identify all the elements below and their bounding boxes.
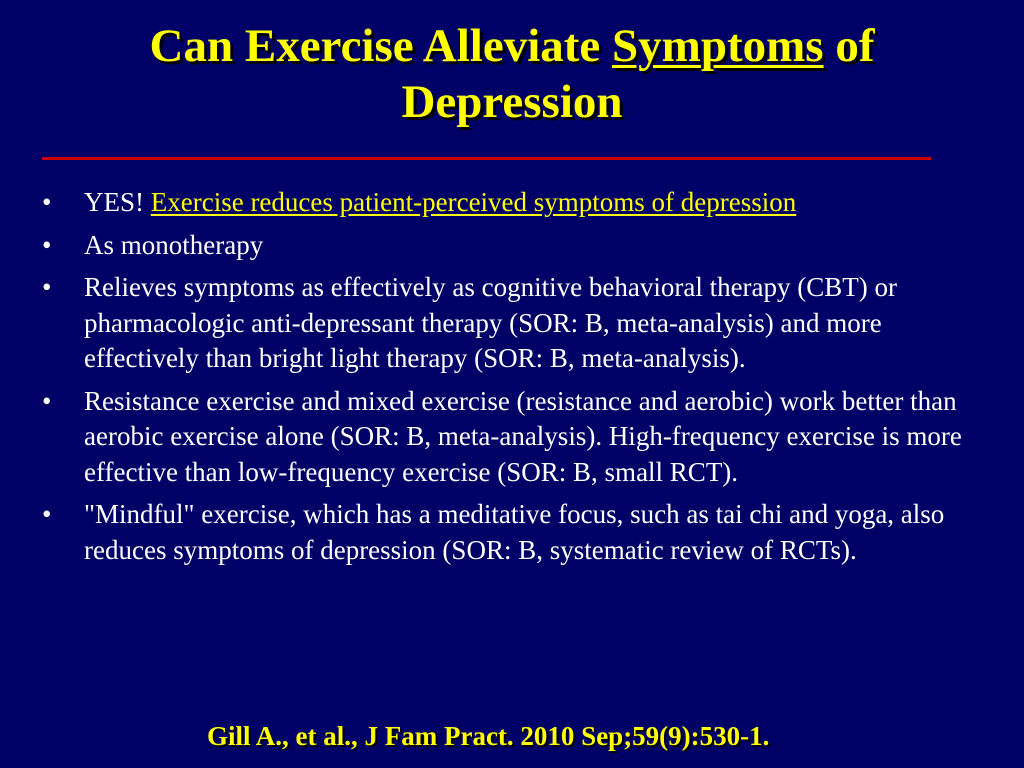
bullet-prefix: YES! [84,187,151,217]
bullet-text: As monotherapy [84,229,264,260]
bullet-item [40,228,1000,264]
bullet-item [40,497,1000,568]
bullet-text: Resistance exercise and mixed exercise (resistance and aerobic) work better than aerobic exercise alone (SOR: B, meta-analysis). High-frequency exercise is more effective than low-frequency exercise (SOR: B, small RCT). [84,385,962,487]
title-text-part1: Can Exercise Alleviate [149,20,613,72]
title-divider [42,157,931,160]
bullet-text: "Mindful" exercise, which has a meditative focus, such as tai chi and yoga, also reduces symptoms of depression (SOR: B, systematic review of RCTs). [84,499,945,565]
bullet-list [40,185,1000,575]
bullet-item [40,384,1000,491]
bullet-marker: • [42,272,52,302]
title-text-part2: of [823,20,875,72]
bullet-marker: • [42,385,52,416]
bullet-text: Relieves symptoms as effectively as cognitive behavioral therapy (CBT) or pharmacologic anti-depressant therapy (SOR: B, meta-analysis) and more effectively than bright light therapy (SOR: B, meta-analysis). [84,272,898,373]
slide-title [20,18,1004,130]
bullet-item [40,270,1000,377]
bullet-marker: • [42,499,52,529]
citation: Gill A., et al., J Fam Pract. 2010 Sep;59(9):530-1. [207,721,770,751]
bullet-item [40,185,1000,221]
title-underlined-word: Symptoms [612,20,824,72]
bullet-marker: • [42,187,52,217]
bullet-marker: • [42,229,52,260]
title-text-line2: Depression [401,76,623,128]
bullet-link[interactable]: Exercise reduces patient-perceived symptoms of depression [150,187,797,217]
